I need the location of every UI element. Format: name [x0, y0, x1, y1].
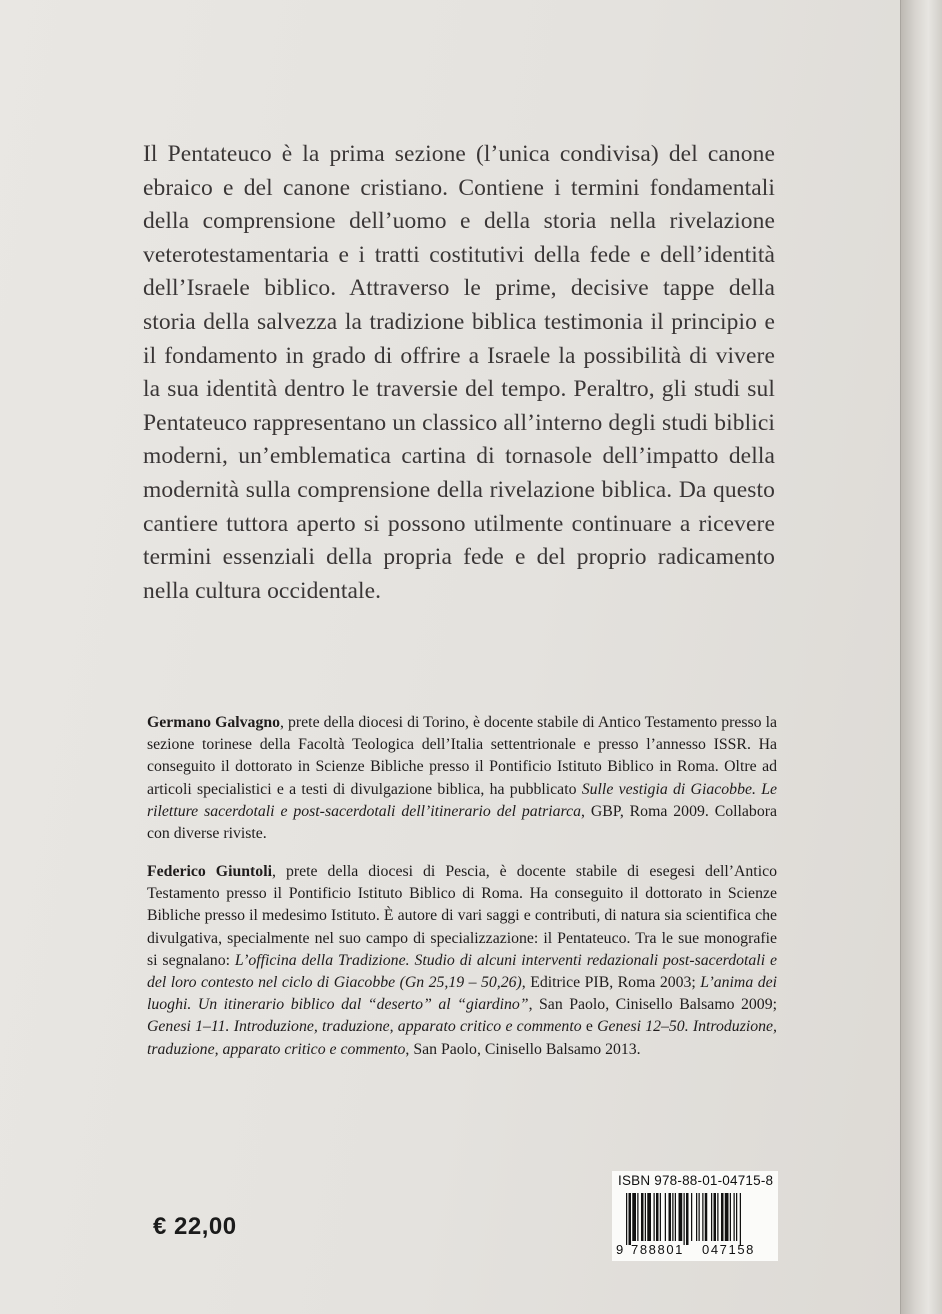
author-name: Federico Giuntoli — [147, 863, 272, 880]
barcode-bar — [691, 1193, 692, 1241]
barcode-bar — [637, 1193, 638, 1241]
barcode-bar — [717, 1193, 718, 1241]
barcode-bar — [632, 1193, 636, 1241]
barcode-bar — [714, 1193, 717, 1241]
price-label: € 22,00 — [153, 1213, 237, 1240]
barcode-bar — [734, 1193, 735, 1241]
author-name: Germano Galvagno — [147, 714, 281, 731]
barcode-bar — [730, 1193, 731, 1241]
barcode-bar — [675, 1193, 676, 1241]
author-bio-giuntoli: Federico Giuntoli, prete della diocesi di Pescia, è docente stabile di esegesi dell’Antico Testamento presso il Pontificio Istituto Biblico di Roma. Ha conseguito il dottorato in Scienze Bibliche presso il medesimo Istituto. È autore di vari saggi e contributi, di natura sia scientifica che divulgativa, specialmente nel suo campo di specializzazione: il Pentateuco. Tra le sue monografie si segnalano: L’officina della Tradizione. Studio di alcuni interventi redazionali post-sacerdotali e del loro contesto nel ciclo di Giacobbe (Gn 25,19 – 50,26), Editrice PIB, Roma 2003; L’anima dei luoghi. Un itinerario biblico dal “deserto” al “giardino”, San Paolo, Cinisello Balsamo 2009; Genesi 1–11. Introduzione, traduzione, apparato critico e commento e Genesi 12–50. Introduzione, traduzione, apparato critico e commento, San Paolo, Cinisello Balsamo 2013. — [147, 863, 777, 1058]
barcode-digits-right: 047158 — [702, 1242, 755, 1257]
barcode-bar — [660, 1193, 661, 1241]
isbn-barcode-block — [612, 1171, 778, 1261]
barcode-bar — [736, 1193, 737, 1241]
barcode-bar — [669, 1193, 672, 1241]
barcode-bar — [684, 1193, 685, 1245]
barcode-bar — [629, 1193, 632, 1245]
barcode-bar — [725, 1193, 729, 1241]
barcode-bar — [696, 1193, 697, 1241]
barcode-bar — [705, 1193, 708, 1241]
barcode-bar — [686, 1193, 689, 1245]
barcode-bar — [740, 1193, 741, 1245]
barcode-bar — [654, 1193, 655, 1241]
barcode-bar — [645, 1193, 646, 1241]
barcode-icon — [612, 1189, 778, 1245]
blurb-text: Il Pentateuco è la prima sezione (l’unica condivisa) del canone ebraico e del canone cristiano. Contiene i termini fondamentali della comprensione dell’uomo e della storia nella rivelazione veterotestamentaria e i tratti costitutivi della fede e dell’identità dell’Israele biblico. Attraverso le prime, decisive tappe della storia della salvezza la tradizione biblica testimonia il principio e il fondamento in grado di offrire a Israele la possibilità di vivere la sua identità dentro le traversie del tempo. Peraltro, gli studi sul Pentateuco rappresentano un classico all’interno degli studi biblici moderni, un’emblematica cartina di tornasole dell’impatto della modernità sulla comprensione della rivelazione biblica. Da questo cantiere tuttora aperto si possono utilmente continuare a ricevere termini essenziali della propria fede e del proprio radicamento nella cultura occidentale. — [143, 141, 775, 604]
barcode-bar — [679, 1193, 683, 1241]
author-bio-galvagno: Germano Galvagno, prete della diocesi di Torino, è docente stabile di Antico Testamento presso la sezione torinese della Facoltà Teologica dell’Italia settentrionale e presso l’annesso ISSR. Ha conseguito il dottorato in Scienze Bibliche presso il Pontificio Istituto Biblico in Roma. Oltre ad articoli specialistici e a testi di divulgazione biblica, ha pubblicato Sulle vestigia di Giacobbe. Le riletture sacerdotali e post-sacerdotali dell’itinerario del patriarca, GBP, Roma 2009. Collabora con diverse riviste. — [147, 714, 777, 843]
barcode-bar — [702, 1193, 703, 1241]
barcode-bar — [665, 1193, 666, 1241]
isbn-label: ISBN 978-88-01-04715-8 — [618, 1173, 774, 1188]
barcode-bar — [721, 1193, 724, 1241]
barcode-bar — [656, 1193, 659, 1241]
barcode-bar — [699, 1193, 700, 1241]
barcode-bar — [626, 1193, 627, 1245]
barcode-digits-left: 788801 — [631, 1242, 684, 1257]
book-spine — [900, 0, 942, 1314]
barcode-digit-first: 9 — [616, 1242, 625, 1257]
barcode-bar — [647, 1193, 651, 1241]
barcode-bar — [641, 1193, 644, 1241]
barcode-bar — [711, 1193, 712, 1241]
barcode-bar — [672, 1193, 673, 1241]
